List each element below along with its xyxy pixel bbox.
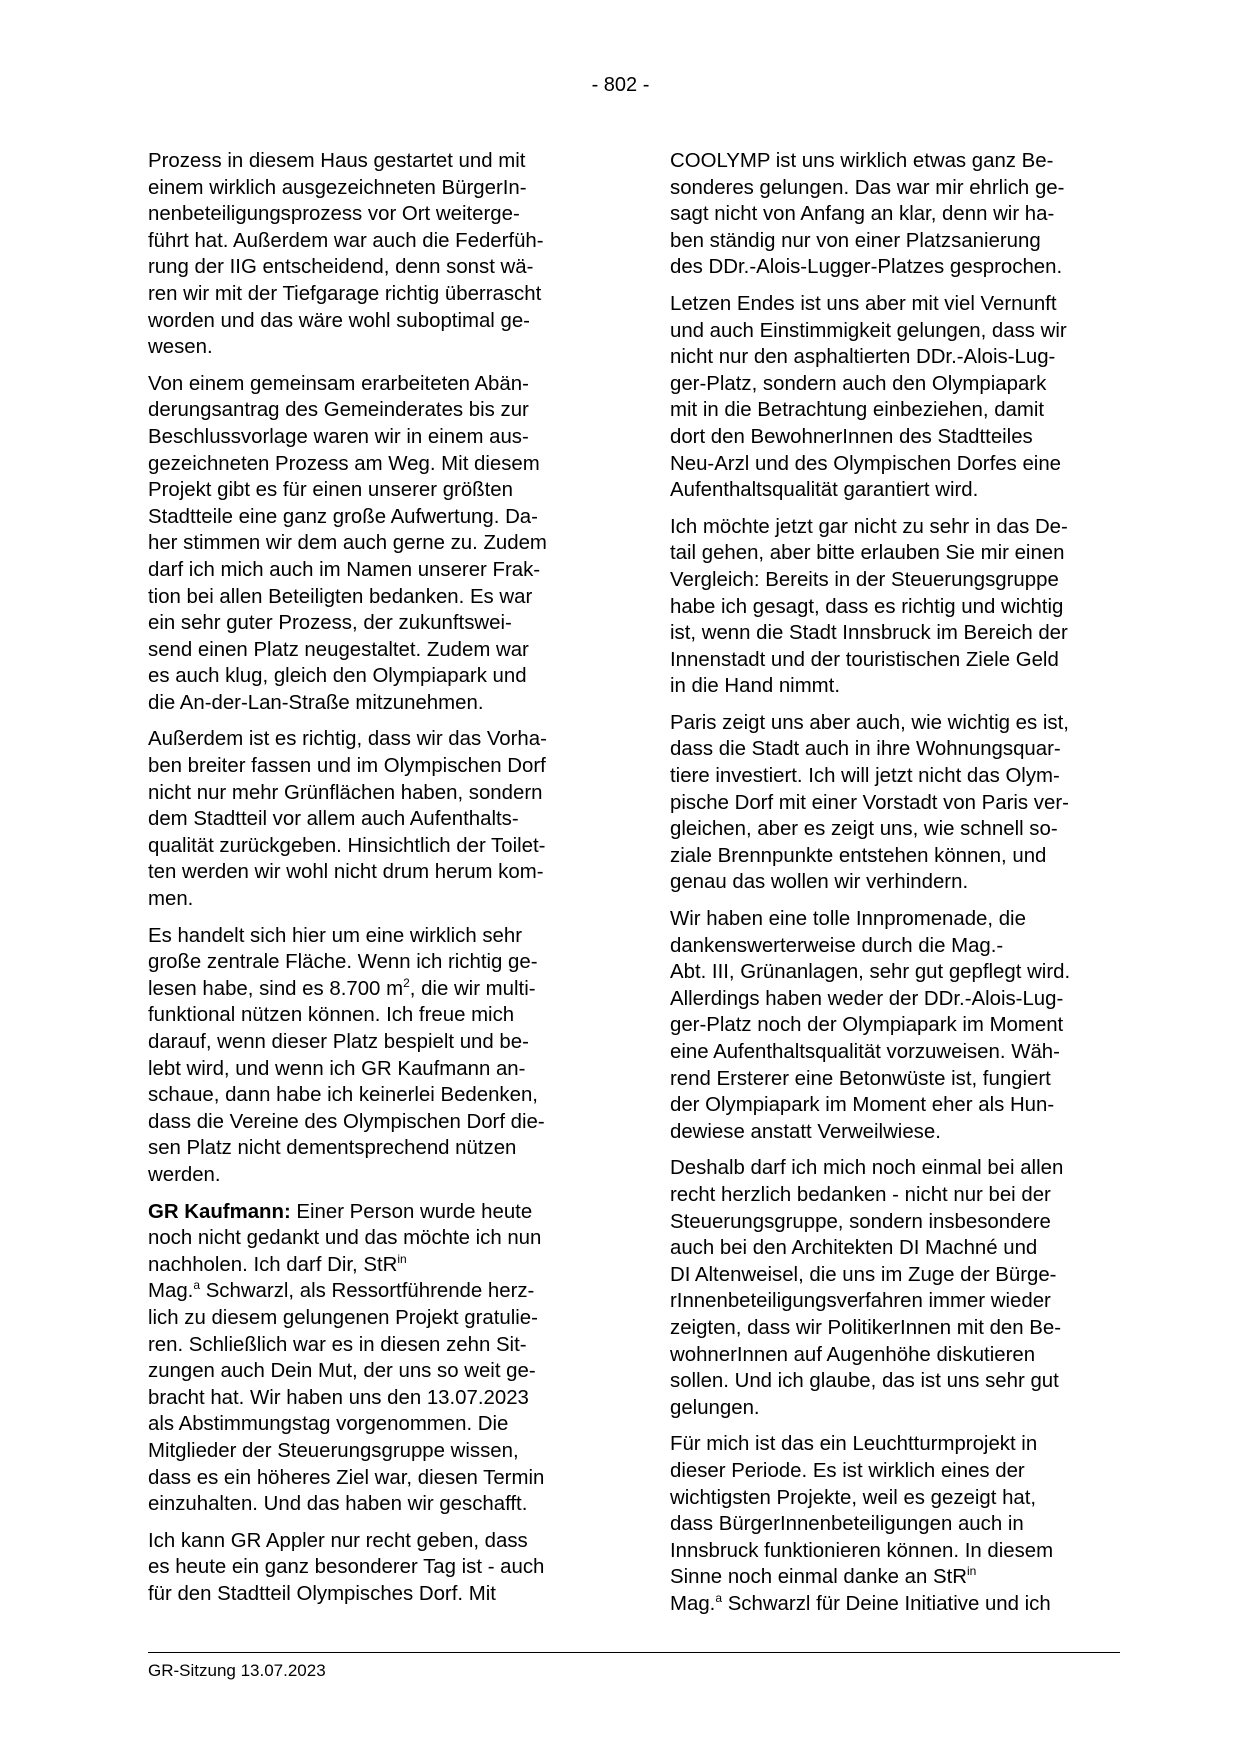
superscript: in [397,1251,407,1266]
footer-text: GR-Sitzung 13.07.2023 [148,1661,326,1680]
text-segment: Einer Person wurde heute noch nicht gedankt und das möchte ich nun nachholen. Ich darf Dir, StR [148,1200,542,1276]
paragraph: COOLYMP ist uns wirklich etwas ganz Be- sonderes gelungen. Das war mir ehrlich ge- sagt nicht von Anfang an klar, denn wir ha- ben ständig nur von einer Platzsanierung des DDr.-Alois-Lugger-Platzes gesprochen. [670,150,1065,279]
superscript: 2 [403,975,410,990]
paragraph: Letzen Endes ist uns aber mit viel Vernunft und auch Einstimmigkeit gelungen, dass wir nicht nur den asphaltierten DDr.-Alois-Lug- ger-Platz, sondern auch den Olympiapark mit in die Betrachtung einbeziehen, damit dort den BewohnerInnen des Stadtteiles Neu-Arzl und des Olympischen Dorfes eine Aufenthaltsqualität garantiert wird. [670,292,1067,502]
text-segment: Mag. [148,1280,194,1303]
speaker-name: GR Kaufmann: [148,1200,291,1223]
paragraph: Außerdem ist es richtig, dass wir das Vorha- ben breiter fassen und im Olympischen Dorf nicht nur mehr Grünflächen haben, sondern dem Stadtteil vor allem auch Aufenthalts- qualität zurückgeben. Hinsichtlich der Toilet- ten werden wir wohl nicht drum herum kom- men. [148,728,547,911]
paragraph: Wir haben eine tolle Innpromenade, die dankenswerterweise durch die Mag.- Abt. III, Grünanlagen, sehr gut gepflegt wird. Allerdings haben weder der DDr.-Alois-Lug- ger-Platz noch der Olympiapark im Moment eine Aufenthaltsqualität vorzuweisen. Wäh- rend Ersterer eine Betonwüste ist, fungiert der Olympiapark im Moment eher als Hun- dewiese anstatt Verweilwiese. [670,908,1071,1143]
superscript: in [967,1564,977,1579]
superscript: a [193,1278,201,1293]
footer-divider [148,1652,1120,1653]
text-segment: Es handelt sich hier um eine wirklich sehr große zentrale Fläche. Wenn ich richtig ge- lesen habe, sind es 8.700 m [148,924,538,1000]
text-segment: Schwarzl für Deine Initiative und ich [722,1592,1051,1615]
paragraph: Ich kann GR Appler nur recht geben, dass es heute ein ganz besonderer Tag ist - auch für den Stadtteil Olympisches Dorf. Mit [148,1529,545,1605]
page-number: - 802 - [591,74,650,96]
text-segment: Für mich ist das ein Leuchtturmprojekt in dieser Periode. Es ist wirklich eines der wichtigsten Projekte, weil es gezeigt hat, dass BürgerInnenbeteiligungen auch in Innsbruck funktionieren können. In diesem Sinne noch einmal danke an StR [670,1433,1054,1589]
paragraph [148,923,598,1189]
paragraph [670,1431,1120,1617]
right-column [670,148,1120,1627]
text-segment: , die wir multi- funktional nützen können. Ich freue mich darauf, wenn dieser Platz bespielt und be- lebt wird, und wenn ich GR Kaufmann an- schaue, dann habe ich keinerlei Bedenken, dass die Vereine des Olympischen Dorf die- sen Platz nicht dementsprechend nützen werden. [148,977,545,1186]
paragraph [148,1199,598,1518]
paragraph: Prozess in diesem Haus gestartet und mit einem wirklich ausgezeichneten BürgerIn- nenbeteiligungsprozess vor Ort weiterge- führt hat. Außerdem war auch die Federfüh- rung der IIG entscheidend, denn sonst wä- ren wir mit der Tiefgarage richtig überrascht worden und das wäre wohl suboptimal ge- wesen. [148,150,544,359]
text-segment: Schwarzl, als Ressortführende herz- lich zu diesem gelungenen Projekt gratulie- ren. Schließlich war es in diesen zehn Sit- zungen auch Dein Mut, der uns so weit ge- bracht hat. Wir haben uns den 13.07.2023 als Abstimmungstag vorgenommen. Die Mitglieder der Steuerungsgruppe wissen, dass es ein höheres Ziel war, diesen Termin einzuhalten. Und das haben wir geschafft. [148,1280,545,1516]
left-column [148,148,598,1617]
paragraph: Von einem gemeinsam erarbeiteten Abän- derungsantrag des Gemeinderates bis zur Beschlussvorlage waren wir in einem aus- gezeichneten Prozess am Weg. Mit diesem Projekt gibt es für einen unserer größten Stadtteile eine ganz große Aufwertung. Da- her stimmen wir dem auch gerne zu. Zudem darf ich mich auch im Namen unserer Frak- tion bei allen Beteiligten bedanken. Es war ein sehr guter Prozess, der zukunftswei- send einen Platz neugestaltet. Zudem war es auch klug, gleich den Olympiapark und die An-der-Lan-Straße mitzunehmen. [148,372,547,714]
paragraph: Paris zeigt uns aber auch, wie wichtig es ist, dass die Stadt auch in ihre Wohnungsquar- tiere investiert. Ich will jetzt nicht das Olym- pische Dorf mit einer Vorstadt von Paris ver- gleichen, aber es zeigt uns, wie schnell so- ziale Brennpunkte entstehen können, und genau das wollen wir verhindern. [670,711,1069,894]
superscript: a [715,1590,723,1605]
paragraph: Ich möchte jetzt gar nicht zu sehr in das De- tail gehen, aber bitte erlauben Sie mir einen Vergleich: Bereits in der Steuerungsgruppe habe ich gesagt, dass es richtig und wichtig ist, wenn die Stadt Innsbruck im Bereich der Innenstadt und der touristischen Ziele Geld in die Hand nimmt. [670,515,1068,698]
text-segment: Mag. [670,1592,716,1615]
paragraph: Deshalb darf ich mich noch einmal bei allen recht herzlich bedanken - nicht nur bei der Steuerungsgruppe, sondern insbesondere auch bei den Architekten DI Machné und DI Altenweisel, die uns im Zuge der Bürge- rInnenbeteiligungsverfahren immer wieder zeigten, dass wir PolitikerInnen mit den Be- wohnerInnen auf Augenhöhe diskutieren sollen. Und ich glaube, das ist uns sehr gut gelungen. [670,1157,1064,1419]
